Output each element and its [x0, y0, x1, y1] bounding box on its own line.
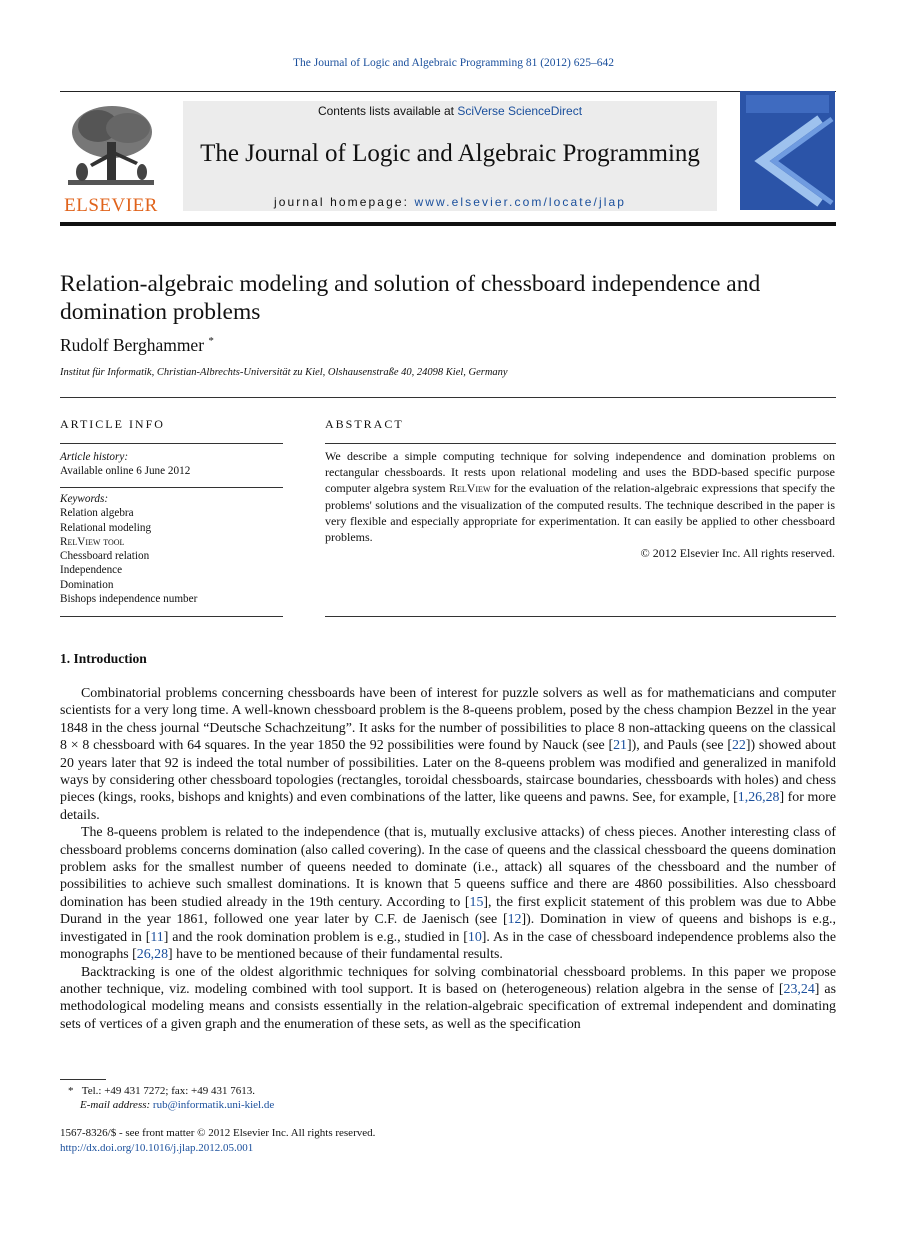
- contents-line: [183, 104, 717, 118]
- article-info-bottom-rule: [60, 616, 283, 617]
- footnote-rule: [60, 1079, 106, 1080]
- text-run: ]), and Pauls (see [: [626, 738, 732, 754]
- text-run: ], the first explicit statement of this problem was due to Abbe Durand in the year 1861, followed one year later by C.F. de Jaenisch (see [: [60, 894, 836, 928]
- text-run: Backtracking is one of the oldest algorithmic techniques for solving combinatorial chessboard problems. In this paper we propose another technique, viz. modeling combined with tool support. It is based on (heterogeneous) relation algebra in the sense of [: [60, 964, 836, 997]
- paragraph-2: [60, 824, 836, 963]
- text-run: ]. As in the case of chessboard independence problems also the monographs [: [60, 929, 836, 963]
- cover-arrow-graphic: [740, 91, 835, 210]
- author-name: Rudolf Berghammer: [60, 335, 205, 355]
- issn-line: 1567-8326/$ - see front matter © 2012 Elsevier Inc. All rights reserved.: [60, 1127, 376, 1139]
- keywords-rule: [60, 487, 283, 488]
- footnote-contact: [68, 1085, 255, 1097]
- contents-prefix: Contents lists available at: [317, 104, 458, 118]
- abstract-copyright: © 2012 Elsevier Inc. All rights reserved.: [640, 546, 835, 561]
- author-affiliation: Institut für Informatik, Christian-Albrechts-Universität zu Kiel, Olshausenstraße 40, 24098 Kiel, Germany: [60, 367, 508, 378]
- citation-link[interactable]: 1,26,28: [737, 790, 780, 806]
- citation-link[interactable]: 11: [150, 929, 164, 945]
- article-info-heading: ARTICLE INFO: [60, 417, 165, 431]
- text-run: ] and the rook domination problem is e.g., studied in [: [163, 929, 468, 945]
- footnote-email: [80, 1099, 274, 1111]
- abstract-part-2: for the evaluation of the relation-algebraic expressions that specify the problems' solutions and the visualization of the computed results. The technique described in the paper is very flexible and especially appropriate for experimentation. It can easily be applied to other chessboard problems.: [325, 481, 835, 545]
- keyword-item: Relational modeling: [60, 521, 152, 534]
- keyword-item: Bishops independence number: [60, 593, 198, 606]
- email-link[interactable]: rub@informatik.uni-kiel.de: [152, 1099, 275, 1111]
- citation-link[interactable]: 26,28: [136, 947, 169, 963]
- header-thick-rule: [60, 222, 836, 226]
- homepage-link[interactable]: www.elsevier.com/locate/jlap: [414, 195, 627, 209]
- journal-homepage: [183, 195, 717, 209]
- journal-title: The Journal of Logic and Algebraic Programming: [200, 140, 700, 167]
- article-history: [60, 450, 283, 479]
- keyword-item: RelView tool: [60, 535, 125, 548]
- citation-link[interactable]: 10: [467, 929, 482, 945]
- abstract-relview: RelView: [448, 481, 491, 496]
- text-run: ]) showed about 20 years later that 92 is indeed the total number of possibilities. Later on the 8-queens problem was modified and generalized in manifold ways by considering other chessboard topologies (rectangles, toroidal chessboards, staircase boundaries, chessboards with holes) and chess pieces (kings, rooks, bishops and knights) and even combinations of the latter, like queens and pawns. See, for example, [: [60, 738, 836, 806]
- text-run: The 8-queens problem is related to the independence (that is, mutually exclusive attacks) of chess pieces. Another interesting class of chessboard problems concerns domination (also called covering). In the case of queens and the classical chessboard the queens domination problem asks for the smallest number of queens needed to dominate (i.e., attack) all squares of the chessboard and the number of possibilities to achieve such smallest dominations. It is known that 5 queens suffice and there are 4860 possibilities. Also chessboard domination has been studied already in the 19th century. According to [: [60, 825, 836, 910]
- section-heading-introduction: 1. Introduction: [60, 651, 147, 666]
- author-footnote-mark[interactable]: *: [208, 335, 214, 348]
- article-info-rule: [60, 443, 283, 444]
- abstract-text: [325, 448, 835, 561]
- text-run: ]). Domination in view of queens and bishops is e.g., investigated in [: [60, 912, 836, 945]
- paragraph-1: [60, 685, 836, 824]
- footnote-mark: *: [68, 1085, 74, 1097]
- homepage-prefix: journal homepage:: [273, 195, 415, 209]
- keyword-item: Relation algebra: [60, 507, 134, 520]
- citation-link[interactable]: 21: [613, 738, 627, 754]
- abstract-rule: [325, 443, 836, 444]
- journal-cover-image: [740, 91, 835, 210]
- introduction-body: [60, 685, 836, 1033]
- text-run: ] for more details.: [60, 790, 836, 823]
- text-run: ] have to be mentioned because of their fundamental results.: [168, 947, 503, 963]
- keyword-item: Domination: [60, 578, 114, 591]
- abstract-heading: ABSTRACT: [325, 417, 404, 431]
- doi-link[interactable]: [60, 1142, 253, 1154]
- abstract-bottom-rule: [325, 616, 836, 617]
- keywords-label: Keywords:: [60, 493, 109, 505]
- paragraph-3: [60, 964, 836, 1034]
- history-value: Available online 6 June 2012: [60, 465, 191, 478]
- journal-citation[interactable]: The Journal of Logic and Algebraic Programming 81 (2012) 625–642: [293, 57, 614, 69]
- citation-link[interactable]: 22: [731, 738, 746, 754]
- keyword-item: Chessboard relation: [60, 550, 150, 563]
- keywords-block: [60, 492, 283, 606]
- abstract-part-1: We describe a simple computing technique for solving independence and domination problems on rectangular chessboards. It rests upon relational modeling and uses the BDD-based specific purpose computer algebra system: [325, 449, 835, 496]
- article-author: [60, 335, 214, 356]
- citation-link[interactable]: 23,24: [783, 981, 815, 997]
- doi-link-text[interactable]: http://dx.doi.org/10.1016/j.jlap.2012.05.001: [60, 1142, 254, 1154]
- citation-link[interactable]: 12: [507, 912, 522, 928]
- history-label: Article history:: [60, 451, 129, 463]
- keyword-item: Independence: [60, 564, 123, 577]
- text-run: Combinatorial problems concerning chessboards have been of interest for puzzle solvers as well as for mathematicians and computer scientists for a very long time. A well-known chessboard problem is the 8-queens problem, posed by the chess champion Bezzel in the year 1848 in the chess journal “Deutsche Schachzeitung”. It asks for the number of possibilities to place 8 non-attacking queens on the classical 8 × 8 chessboard with 64 squares. In the year 1850 the 92 possibilities were found by Nauck (see [: [60, 686, 836, 754]
- footnote-phone: Tel.: +49 431 7272; fax: +49 431 7613.: [81, 1085, 256, 1097]
- sciencedirect-link[interactable]: SciVerse ScienceDirect: [457, 104, 583, 118]
- citation-link[interactable]: 15: [469, 894, 484, 910]
- text-run: ] as methodological modeling means and consists essentially in the relation-algebraic specification of extremal independent and dominating sets of vertices of a given graph and the enumeration of these sets, as well as the specification: [60, 981, 837, 1032]
- article-title: Relation-algebraic modeling and solution of chessboard independence and domination problems: [60, 271, 761, 325]
- title-separator: [60, 397, 836, 398]
- header-top-rule: [60, 91, 836, 92]
- publisher-name: ELSEVIER: [64, 195, 158, 216]
- email-label: E-mail address:: [80, 1099, 153, 1111]
